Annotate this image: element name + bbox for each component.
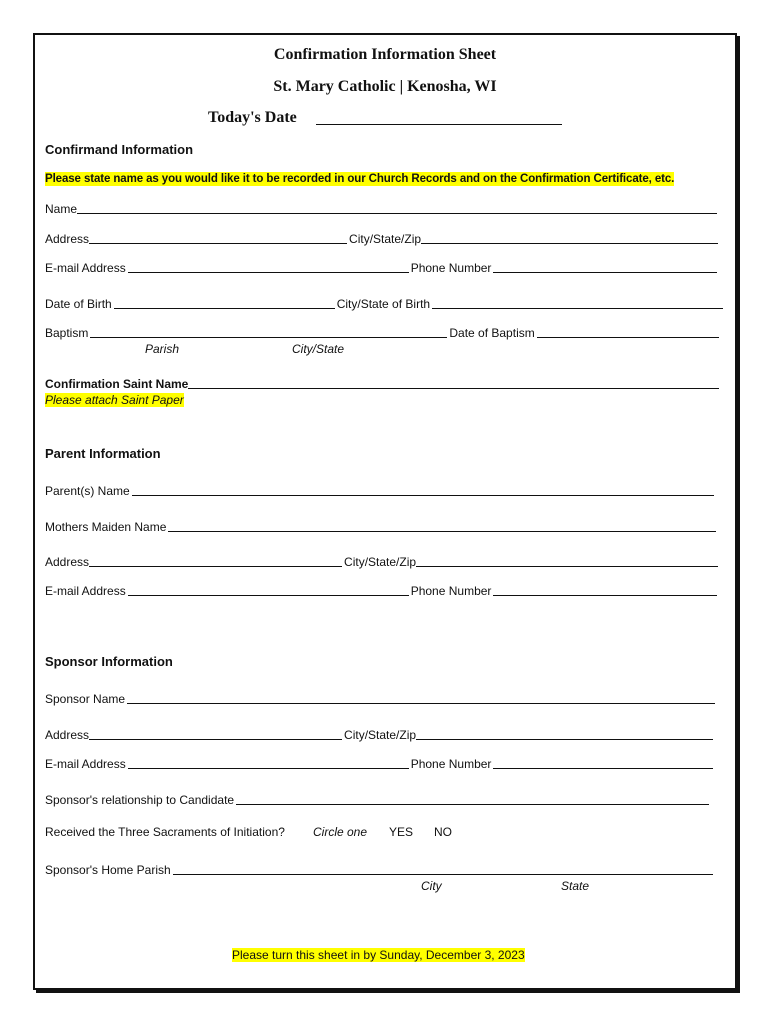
email-label: E-mail Address [45, 584, 126, 598]
parent-email-field[interactable] [128, 584, 409, 596]
sponsor-name-row [45, 690, 717, 706]
dob-label: Date of Birth [45, 297, 112, 311]
home-parish-field[interactable] [173, 863, 713, 875]
baptism-date-field[interactable] [537, 326, 719, 338]
city-state-caption: City/State [292, 342, 345, 356]
todays-date-field[interactable] [316, 124, 562, 125]
home-parish-row [45, 861, 715, 877]
yes-option[interactable]: YES [389, 825, 414, 839]
saint-name-row [45, 375, 721, 391]
address-label: Address [45, 728, 90, 742]
confirmand-section-heading: Confirmand Information [45, 142, 194, 157]
confirmand-name-row [45, 200, 719, 216]
circle-one-instruction: Circle one [313, 825, 368, 839]
saint-paper-note: Please attach Saint Paper [45, 393, 184, 407]
sponsor-city-state-zip-field[interactable] [416, 728, 713, 740]
sponsor-section-heading: Sponsor Information [45, 654, 173, 669]
maiden-name-label: Mothers Maiden Name [45, 520, 167, 534]
confirmand-address-row [45, 230, 720, 246]
confirmand-baptism-row [45, 324, 721, 340]
parish-caption: Parish [145, 342, 180, 356]
phone-label: Phone Number [410, 757, 492, 771]
state-caption: State [561, 879, 590, 893]
saint-name-label: Confirmation Saint Name [45, 377, 189, 391]
no-option[interactable]: NO [434, 825, 452, 839]
city-state-zip-label: City/State/Zip [344, 728, 417, 742]
sponsor-relationship-field[interactable] [236, 793, 709, 805]
email-label: E-mail Address [45, 261, 126, 275]
home-parish-label: Sponsor's Home Parish [45, 863, 171, 877]
sponsor-name-field[interactable] [127, 692, 715, 704]
parent-phone-field[interactable] [493, 584, 717, 596]
parent-section-heading: Parent Information [45, 446, 161, 461]
sponsor-address-field[interactable] [89, 728, 342, 740]
city-state-zip-label: City/State/Zip [344, 555, 417, 569]
city-state-zip-label: City/State/Zip [349, 232, 422, 246]
deadline-notice: Please turn this sheet in by Sunday, December 3, 2023 [232, 948, 525, 962]
date-of-baptism-label: Date of Baptism [449, 326, 535, 340]
phone-label: Phone Number [410, 584, 492, 598]
confirmand-city-state-zip-field[interactable] [421, 232, 718, 244]
confirmand-dob-field[interactable] [114, 297, 335, 309]
maiden-name-row [45, 518, 718, 534]
sponsor-name-label: Sponsor Name [45, 692, 126, 706]
parent-address-field[interactable] [89, 555, 342, 567]
parents-name-field[interactable] [132, 484, 714, 496]
parents-name-label: Parent(s) Name [45, 484, 130, 498]
relationship-label: Sponsor's relationship to Candidate [45, 793, 235, 807]
address-label: Address [45, 555, 90, 569]
saint-name-field[interactable] [188, 377, 719, 389]
baptism-parish-field[interactable] [90, 326, 447, 338]
confirmand-phone-field[interactable] [493, 261, 717, 273]
sponsor-phone-field[interactable] [493, 757, 713, 769]
address-label: Address [45, 232, 90, 246]
city-state-birth-label: City/State of Birth [336, 297, 431, 311]
phone-label: Phone Number [410, 261, 492, 275]
name-label: Name [45, 202, 78, 216]
confirmand-birthplace-field[interactable] [432, 297, 723, 309]
maiden-name-field[interactable] [168, 520, 716, 532]
baptism-label: Baptism [45, 326, 89, 340]
todays-date-label: Today's Date [208, 109, 297, 126]
confirmand-contact-row [45, 259, 719, 275]
email-label: E-mail Address [45, 757, 126, 771]
church-name: St. Mary Catholic | Kenosha, WI [273, 78, 497, 95]
sponsor-relationship-row [45, 791, 711, 807]
sponsor-address-row [45, 726, 715, 742]
parent-contact-row [45, 582, 719, 598]
sacraments-question: Received the Three Sacraments of Initiation? [45, 825, 285, 839]
confirmand-birth-row [45, 295, 725, 311]
confirmand-email-field[interactable] [128, 261, 409, 273]
sponsor-contact-row [45, 755, 715, 771]
form-title: Confirmation Information Sheet [273, 46, 497, 63]
city-caption: City [421, 879, 442, 893]
parent-address-row [45, 553, 720, 569]
confirmand-name-field[interactable] [77, 202, 717, 214]
parent-city-state-zip-field[interactable] [416, 555, 718, 567]
sponsor-email-field[interactable] [128, 757, 409, 769]
record-name-notice: Please state name as you would like it to be recorded in our Church Records and on the Confirmation Certificate, etc. [45, 173, 675, 185]
parents-name-row [45, 482, 716, 498]
confirmand-address-field[interactable] [89, 232, 347, 244]
